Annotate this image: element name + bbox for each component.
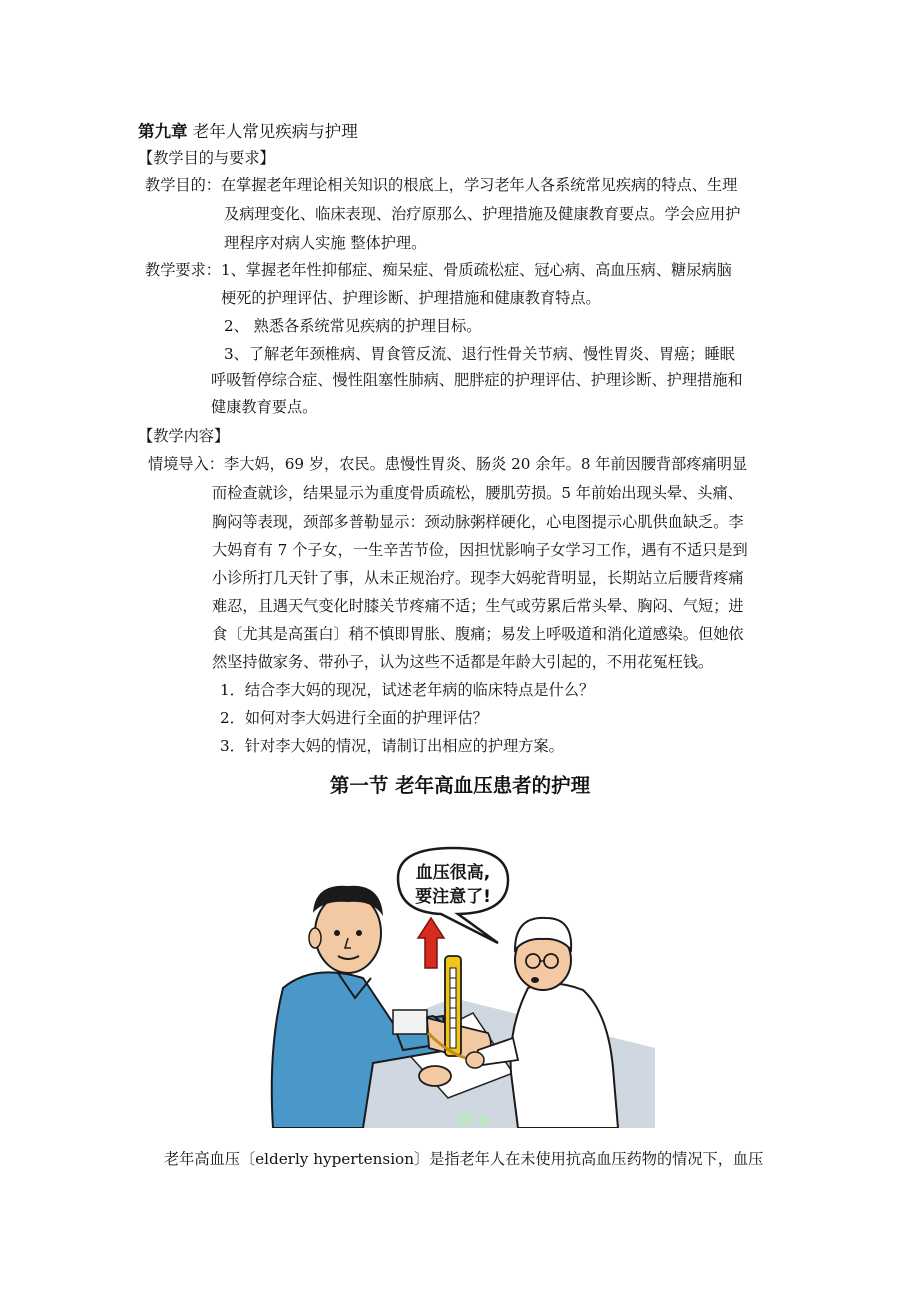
scenario-line-3: 胸闷等表现，颈部多普勒显示：颈动脉粥样硬化，心电图提示心肌供血缺乏。李 xyxy=(212,513,744,531)
requirements-line-1: 教学要求：1、掌握老年性抑郁症、痴呆症、骨质疏松症、冠心病、高血压病、糖尿病脑 xyxy=(145,261,732,279)
speech-line-1: 血压很高, xyxy=(415,863,491,883)
requirements-line-2: 梗死的护理评估、护理诊断、护理措施和健康教育特点。 xyxy=(221,289,601,307)
requirements-line-6: 健康教育要点。 xyxy=(211,398,318,416)
objectives-heading: 【教学目的与要求】 xyxy=(138,149,275,167)
scenario-line-6: 难忍，且遇天气变化时膝关节疼痛不适；生气或劳累后常头晕、胸闷、气短；进 xyxy=(212,597,744,615)
content-heading: 【教学内容】 xyxy=(138,427,230,445)
blood-pressure-illustration xyxy=(253,838,655,1128)
scenario-line-8: 然坚持做家务、带孙子，认为这些不适都是年龄大引起的，不用花冤枉钱。 xyxy=(212,653,714,671)
scenario-line-7: 食〔尤其是高蛋白〕稍不慎即胃胀、腹痛；易发上呼吸道和消化道感染。但她依 xyxy=(212,625,744,643)
requirements-line-5: 呼吸暂停综合症、慢性阻塞性肺病、肥胖症的护理评估、护理诊断、护理措施和 xyxy=(211,371,743,389)
speech-line-2: 要注意了! xyxy=(415,887,491,907)
up-arrow-icon xyxy=(418,918,444,968)
objective-line-2: 及病理变化、临床表现、治疗原那么、护理措施及健康教育要点。学会应用护 xyxy=(224,205,741,223)
objective-line-1: 教学目的：在掌握老年理论相关知识的根底上，学习老年人各系统常见疾病的特点、生理 xyxy=(145,176,738,194)
requirements-line-3: 2、 熟悉各系统常见疾病的护理目标。 xyxy=(224,317,482,335)
section-title: 第一节 老年高血压患者的护理 xyxy=(329,774,591,797)
patient-hand xyxy=(419,1066,451,1086)
question-1: 1．结合李大妈的现况，试述老年病的临床特点是什么？ xyxy=(220,681,595,699)
question-3: 3．针对李大妈的情况，请制订出相应的护理方案。 xyxy=(220,737,564,755)
bp-cuff xyxy=(393,1010,427,1034)
scenario-line-2: 而检查就诊，结果显示为重度骨质疏松，腰肌劳损。5 年前始出现头晕、头痛、 xyxy=(212,484,743,502)
objective-line-3: 理程序对病人实施 整体护理。 xyxy=(224,234,427,252)
scenario-line-5: 小诊所打几天针了事，从未正规治疗。现李大妈驼背明显，长期站立后腰背疼痛 xyxy=(212,569,744,587)
requirements-line-4: 3、了解老年颈椎病、胃食管反流、退行性骨关节病、慢性胃炎、胃癌；睡眠 xyxy=(224,345,735,363)
scenario-line-4: 大妈育有 7 个子女，一生辛苦节俭，因担忧影响子女学习工作，遇有不适只是到 xyxy=(212,541,748,559)
question-2: 2．如何对李大妈进行全面的护理评估？ xyxy=(220,709,488,727)
hypertension-paragraph: 老年高血压〔elderly hypertension〕是指老年人在未使用抗高血压药物的情况下，血压 xyxy=(164,1150,764,1168)
scenario-line-1: 情境导入：李大妈，69 岁，农民。患慢性胃炎、肠炎 20 余年。8 年前因腰背部疼痛明显 xyxy=(148,455,748,473)
doctor-coat xyxy=(511,983,618,1128)
chapter-title xyxy=(138,118,358,142)
chapter-name: 老年人常见疾病与护理 xyxy=(192,122,358,141)
chapter-number: 第九章 xyxy=(138,122,188,141)
